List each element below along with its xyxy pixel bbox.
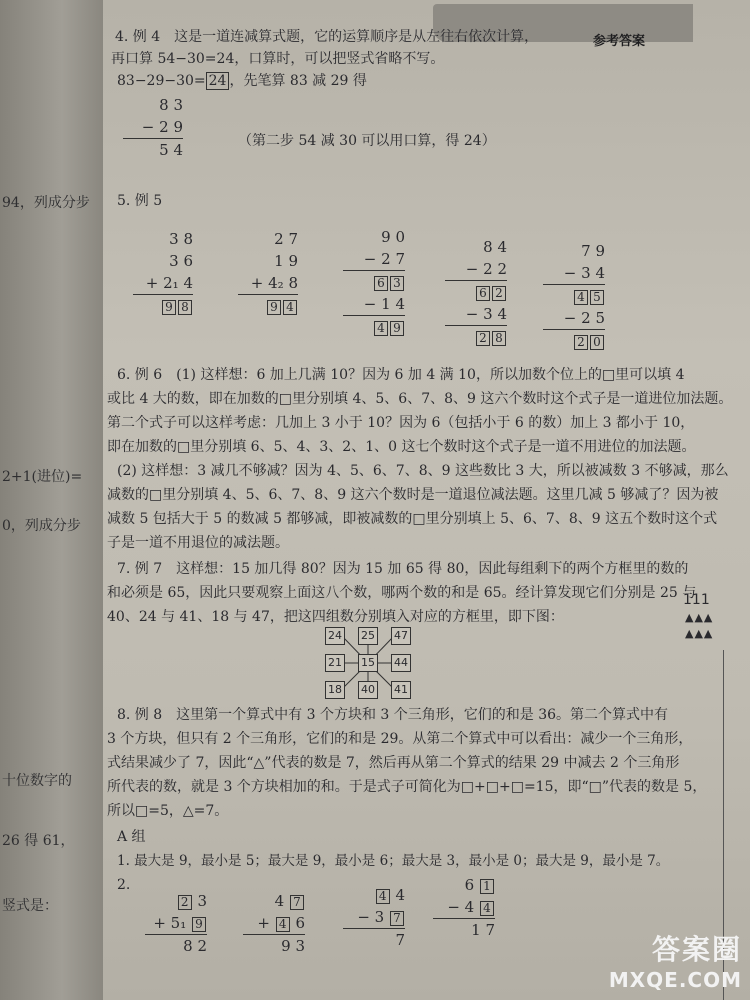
ex6-line: 减数的□里分别填 4、5、6、7、8、9 这六个数时是一道退位减法题。这里几减 5 够减了？因为被 [107,487,719,503]
watermark-url: MXQE.COM [608,968,742,992]
answer-box: 9 [267,300,281,315]
calc-row: 3 6 [169,252,193,270]
calc-row [145,912,207,934]
ex6-line: 6. 例 6 (1) 这样想：6 加上几满 10？因为 6 加 4 满 10，所以加数个位上的□里可以填 4 [117,367,685,383]
calc-row: 7 9 [581,242,605,260]
answer-box: 8 [178,300,192,315]
calc-row: − 2 5 [563,309,605,327]
diagram-cell: 25 [358,627,378,645]
group-a-q2: 2. [117,877,131,893]
digit: 6 [464,876,475,894]
digit: 4 [274,892,285,910]
ex4-note: （第二步 54 减 30 可以用口算，得 24） [238,133,496,149]
ex8-line: 3 个方块，但只有 2 个三角形，它们的和是 29。从第二个算式中可以看出：减少一个三角形， [107,731,693,747]
ex7-line: 40、24 与 41、18 与 47，把这四组数分别填入对应的方框里，即下图： [107,609,564,625]
left-fragment: 0，列成分步 [2,518,81,534]
digit: 3 [197,892,207,910]
calc-row: − 2 7 [363,250,405,268]
calc-row [343,884,405,906]
watermark-logo [609,928,742,992]
calc-row [145,890,207,912]
ex5-calc-4 [445,236,507,348]
answer-box: 2 [476,331,490,346]
ex5-calc-5 [543,240,605,352]
calc-row: + 4₂ 8 [250,274,298,292]
calc-result: 7 [343,928,405,951]
left-fragment: 26 得 61， [2,833,75,849]
answer-box: 2 [492,286,506,301]
calc-result: 8 2 [145,934,207,957]
calc-result [343,315,405,338]
answer-box: 6 [374,276,388,291]
ex4-line2: 再口算 54−30=24，口算时，可以把竖式省略不写。 [111,51,445,67]
calc-row [433,896,495,918]
ex5-calc-2 [238,228,298,317]
ex4-vertical-calc [123,94,183,161]
calc-row: 3 8 [169,230,193,248]
calc-row: − 2 2 [465,260,507,278]
digit: 6 [295,914,305,932]
answer-box: 4 [376,889,390,904]
watermark-text: 答案圈 [651,933,742,966]
calc-result: 5 4 [123,138,183,161]
calc-result [543,284,605,307]
group-a-q1: 1. 最大是 9，最小是 5；最大是 9，最小是 6；最大是 3，最小是 0；最大是 9，最小是 7。 [117,853,670,869]
calc-row [343,906,405,928]
calc-result: 9 3 [243,934,305,957]
calc-row: 2 7 [274,230,298,248]
left-page-edge [0,0,103,1000]
calc-row: − 3 4 [465,305,507,323]
groupa-calc-4 [433,874,495,941]
ex4-step-text: 先笔算 83 减 29 得 [243,73,367,89]
ex8-line: 8. 例 8 这里第一个算式中有 3 个方块和 3 个三角形，它们的和是 36。第二个算式中有 [117,707,669,723]
calc-result [133,294,193,317]
diagram-cell: 44 [391,654,411,672]
ex6-line: (2) 这样想：3 减几不够减？因为 4、5、6、7、8、9 这些数比 3 大，所以被减数 3 不够减，那么 [117,463,729,479]
answer-box: 8 [492,331,506,346]
answer-box: 9 [192,917,206,932]
header-label: 参考答案 [593,34,646,49]
answer-box: 5 [590,290,604,305]
calc-row: 1 9 [274,252,298,270]
ex8-line: 所代表的数，就是 3 个方块相加的和。于是式子可简化为□+□+□=15，即“□”代表的数是 5， [107,779,707,795]
calc-row [243,912,305,934]
calc-row: 9 0 [381,228,405,246]
calc-result [238,294,298,317]
answer-box: 4 [374,321,388,336]
answer-box: 4 [283,300,297,315]
diagram-cell: 47 [391,627,411,645]
answer-box: 4 [574,290,588,305]
digit: + [257,914,270,932]
ex4-line3: 83−29−30= 24 ，先笔算 83 减 29 得 [117,73,367,89]
answer-box: 9 [390,321,404,336]
ex4-answer-box: 24 [206,72,230,90]
digit: − 3 [357,908,385,926]
calc-row: 8 3 [159,96,183,114]
ex7-star-diagram [323,625,413,700]
answer-box: 9 [162,300,176,315]
groupa-calc-3 [343,884,405,951]
answer-box: 1 [480,879,494,894]
calc-row [243,890,305,912]
diagram-cell: 15 [358,654,378,672]
calc-row [433,874,495,896]
answer-box: 6 [476,286,490,301]
diagram-cell: 24 [325,627,345,645]
answer-box: 3 [390,276,404,291]
ex6-line: 第二个式子可以这样考虑：几加上 3 小于 10？因为 6（包括小于 6 的数）加上 3 都小于 10， [107,415,695,431]
diagram-cell: 40 [358,681,378,699]
left-fragment: 竖式是： [2,898,58,914]
ex5-calc-3 [343,226,405,338]
triangle-marker-icon: ▲▲▲ [685,611,714,624]
calc-row: − 3 4 [563,264,605,282]
calc-row: − 1 4 [363,295,405,313]
page-number: 111 [683,592,710,608]
calc-result [445,280,507,303]
diagram-cell: 18 [325,681,345,699]
ex5-title: 5. 例 5 [117,193,163,209]
triangle-marker-icon: ▲▲▲ [685,627,714,640]
answer-box: 2 [178,895,192,910]
ex4-line1: 4. 例 4 这是一道连减算式题，它的运算顺序是从左往右依次计算， [115,29,539,45]
answer-box: 7 [290,895,304,910]
ex8-line: 式结果减少了 7，因此“△”代表的数是 7，然后再从第二个算式的结果 29 中减去 2 个三角形 [107,755,680,771]
groupa-calc-1 [145,890,207,957]
diagram-cell: 21 [325,654,345,672]
digit: + 5₁ [153,914,187,932]
ex6-line: 子是一道不用退位的减法题。 [107,535,289,551]
digit: − 4 [447,898,475,916]
left-fragment: 94，列成分步 [2,195,90,211]
answer-box: 4 [480,901,494,916]
ex5-calc-1 [133,228,193,317]
answer-page [103,0,750,1000]
answer-box: 7 [390,911,404,926]
calc-result [543,329,605,352]
ex6-line: 或比 4 大的数，即在加数的□里分别填 4、5、6、7、8、9 这六个数时这个式子是一道进位加法题。 [107,391,733,407]
left-fragment: 十位数字的 [2,773,72,789]
calc-row: 8 4 [483,238,507,256]
calc-row: − 2 9 [141,118,183,136]
calc-row: + 2₁ 4 [145,274,193,292]
digit: 4 [395,886,405,904]
ex4-expression: 83−29−30= [117,73,206,89]
answer-box: 4 [276,917,290,932]
ex6-line: 减数 5 包括大于 5 的数减 5 都够减，即被减数的□里分别填上 5、6、7、8、9 这五个数时这个式 [107,511,718,527]
diagram-cell: 41 [391,681,411,699]
answer-box: 2 [574,335,588,350]
ex7-line: 7. 例 7 这样想：15 加几得 80？因为 15 加 65 得 80，因此每组剩下的两个方框里的数的 [117,561,689,577]
ex7-line: 和必须是 65，因此只要观察上面这八个数，哪两个数的和是 65。经计算发现它们分别是 25 与 [107,585,697,601]
calc-result [343,270,405,293]
groupa-calc-2 [243,890,305,957]
group-a-title: A 组 [117,829,146,845]
answer-box: 0 [590,335,604,350]
calc-result [445,325,507,348]
ex8-line: 所以□=5，△=7。 [107,803,229,819]
ex6-line: 即在加数的□里分别填 6、5、4、3、2、1、0 这七个数时这个式子是一道不用进位的加法题。 [107,439,696,455]
calc-result: 1 7 [433,918,495,941]
left-fragment: 2+1(进位)= [2,469,83,485]
